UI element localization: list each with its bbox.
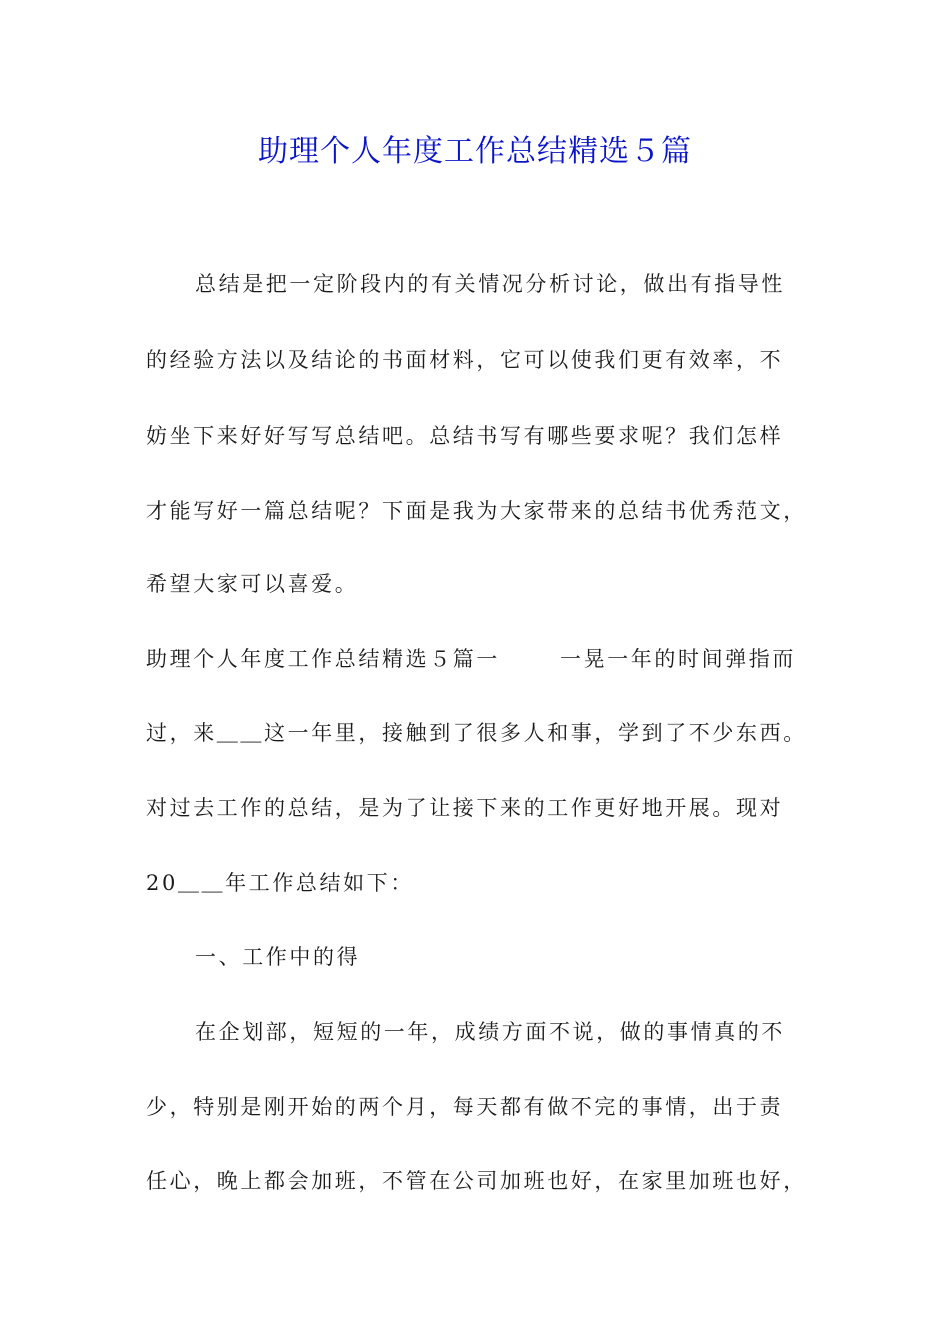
paragraph-line: 在企划部，短短的一年，成绩方面不说，做的事情真的不 <box>195 1020 785 1044</box>
paragraph-line: 妨坐下来好好写写总结吧。总结书写有哪些要求呢？我们怎样 <box>146 424 784 448</box>
paragraph-text: 一晃一年的时间弹指而 <box>560 647 796 671</box>
subsection-heading: 一、工作中的得 <box>195 945 361 969</box>
paragraph-line: 过，来＿＿这一年里，接触到了很多人和事，学到了不少东西。 <box>146 721 807 745</box>
section-heading: 助理个人年度工作总结精选５篇一 <box>146 647 500 671</box>
paragraph-line: 20＿＿年工作总结如下： <box>146 871 414 895</box>
paragraph-line: 的经验方法以及结论的书面材料，它可以使我们更有效率，不 <box>146 348 784 372</box>
paragraph-line: 任心，晚上都会加班，不管在公司加班也好，在家里加班也好， <box>146 1169 807 1193</box>
paragraph-line: 总结是把一定阶段内的有关情况分析讨论，做出有指导性 <box>195 272 785 296</box>
paragraph-line: 对过去工作的总结，是为了让接下来的工作更好地开展。现对 <box>146 796 784 820</box>
document-title: 助理个人年度工作总结精选５篇 <box>258 134 692 169</box>
section-heading-line <box>146 644 826 674</box>
paragraph-line: 少，特别是刚开始的两个月，每天都有做不完的事情，出于责 <box>146 1095 784 1119</box>
paragraph-line: 希望大家可以喜爱。 <box>146 572 359 596</box>
paragraph-line: 才能写好一篇总结呢？下面是我为大家带来的总结书优秀范文， <box>146 499 807 523</box>
